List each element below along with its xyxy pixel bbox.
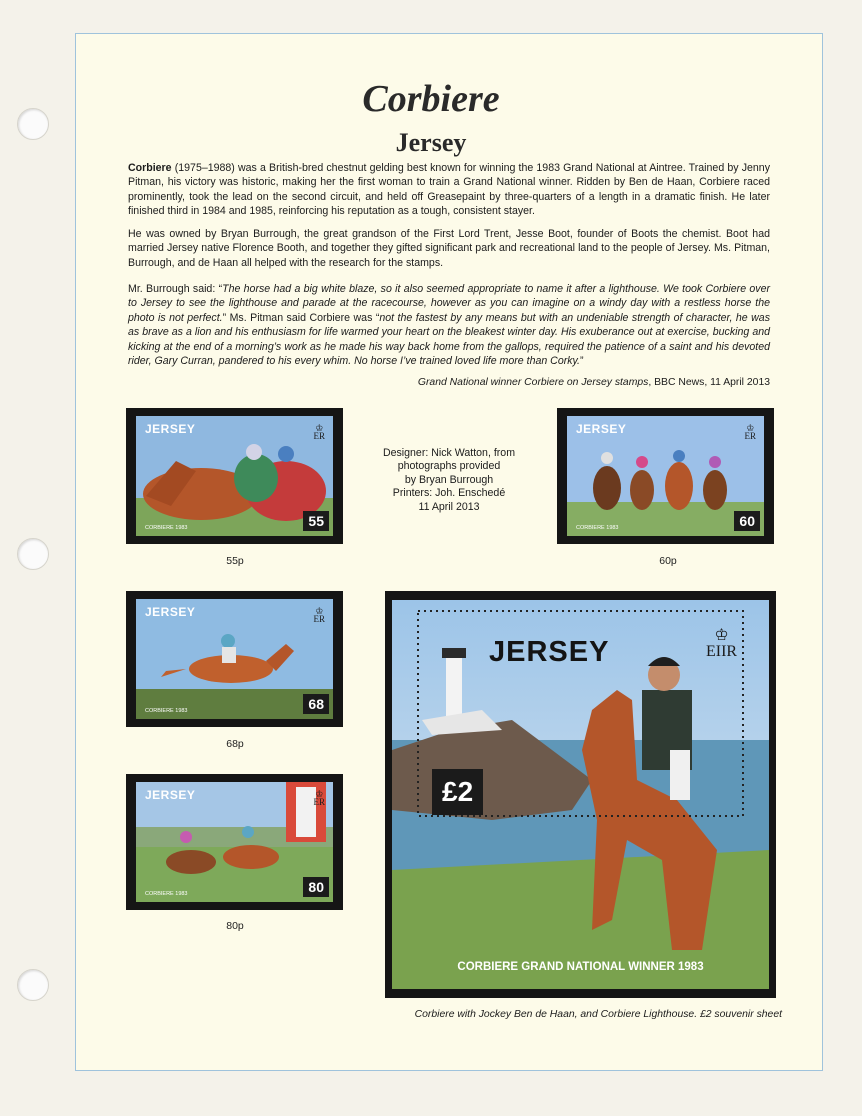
citation-source: , BBC News, 11 April 2013 [648,377,770,388]
page-title: Corbiere [362,78,500,120]
binder-hole-middle [17,538,49,570]
stamp-55-crown-cipher: ♔ ER [313,423,325,441]
stamp-60 [557,408,774,544]
citation-title: Grand National winner Corbiere on Jersey stamps [417,377,649,388]
stamp-60-value: 60 [734,511,760,531]
intro-paragraph-1 [128,161,770,219]
stamp-55-country: JERSEY [145,422,196,436]
quote-bridge: ” Ms. Pitman said Corbiere was “ [222,311,380,324]
designer-credit [370,447,528,514]
stamp-80-value: 80 [303,877,329,897]
stamp-68-inscription: CORBIERE 1983 [145,708,188,714]
stamp-68-crown-cipher: ♔ ER [313,606,325,624]
stamp-68 [126,591,343,727]
souvenir-sheet-artwork [392,600,769,989]
stamp-60-label: 60p [659,555,677,567]
intro-paragraph-2: He was owned by Bryan Burrough, the great grandson of the First Lord Trent, Jesse Boot, founder of Boots the chemist. Boot had married Jersey native Florence Booth, and together they gifted significant park and recreational land to the people of Jersey. Ms. Pitman, Burrough, and de Haan all helped with the research for the stamps. [128,228,770,269]
souvenir-sheet-caption: Corbiere with Jockey Ben de Haan, and Corbiere Lighthouse. £2 souvenir sheet [414,1009,782,1020]
stamp-80-country: JERSEY [145,788,196,802]
stamp-80 [126,774,343,910]
sheet-inscription: CORBIERE GRAND NATIONAL WINNER 1983 [457,961,704,973]
stamp-68-artwork [136,599,333,719]
designer-line-1: Designer: Nick Watton, from [382,447,516,459]
quote-paragraph [128,282,770,368]
souvenir-sheet [385,591,776,998]
quote-close: ” [580,355,584,368]
quote-burrough: The horse had a big white blaze, so it also seemed appropriate to name it after a lighthouse. We took Corbiere over to Jersey to see the lighthouse and parade at the racecourse, however as you can imagine on a windy day with a restless horse the photo is not perfect. [128,283,771,324]
designer-line-2: photographs provided [397,460,501,473]
stamp-80-artwork [136,782,333,902]
stamp-55-artwork [136,416,333,536]
stamp-60-artwork [567,416,764,536]
quote-pitman: not the fastest by any means but with an undeniable strength of character, he was as brave as a lion and his enthusiasm for life warmed your heart on the bleakest winter day. His exuberance out at exercise, bucking and kicking at the end of a morning’s work as he made his way back home from the gallops, required the patience of a saint and his devoted rider, Gary Curran, pandered to his every whim. No horse I’ve trained loved life more than Corky. [128,311,770,368]
stamp-60-inscription: CORBIERE 1983 [576,525,619,531]
sheet-crown-cipher: ♔ EIIR [706,627,738,660]
citation [418,377,770,388]
page-subtitle: Jersey [395,128,467,157]
quote-intro: Mr. Burrough said: “ [128,283,223,295]
sheet-value: £2 [432,769,483,815]
stamp-68-label: 68p [226,738,244,750]
stamp-55 [126,408,343,544]
designer-line-4: Printers: Joh. Enschedé [392,487,506,500]
stamp-68-country: JERSEY [145,605,196,619]
stamp-55-label: 55p [226,555,244,567]
stamp-60-country: JERSEY [576,422,627,436]
stamp-80-inscription: CORBIERE 1983 [145,891,188,897]
sheet-country: JERSEY [489,636,610,668]
binder-hole-bottom [17,969,49,1001]
stamp-80-crown-cipher: ♔ ER [313,789,325,807]
stamp-60-crown-cipher: ♔ ER [744,423,756,441]
intro-lead: Corbiere [128,162,172,174]
intro-p1-text: (1975–1988) was a British-bred chestnut gelding best known for winning the 1983 Grand National at Aintree. Trained by Jenny Pitman, his victory was historic, making her the first woman to train a Grand National winner. Ridden by Ben de Haan, Corbiere raced prominently, took the lead on the second circuit, and held off Greasepaint by three-quarters of a length in a dramatic finish. He later finished third in 1984 and 1985, reinforcing his reputation as a tough, consistent stayer. [128,162,770,218]
designer-line-5: 11 April 2013 [418,500,480,513]
stamp-55-value: 55 [303,511,329,531]
designer-line-3: by Bryan Burrough [404,473,494,486]
stamp-55-inscription: CORBIERE 1983 [145,525,188,531]
stamp-68-value: 68 [303,694,329,714]
stamp-80-label: 80p [226,920,244,932]
